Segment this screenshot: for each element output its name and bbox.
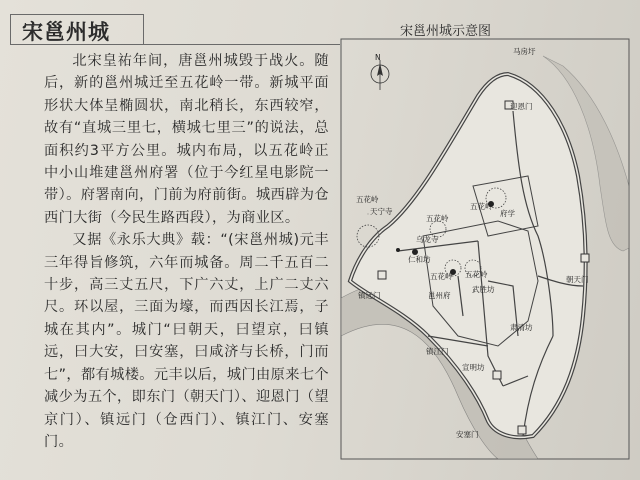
paragraph-2: 又据《永乐大典》载：“(宋邕州城)元丰三年得旨修筑，六年而城备。周二千五百二十步，高三丈五尺，下广六丈，上广二丈六尺。环以屋，三面为壕，而西因长江焉，子城在其内”。城门“曰朝天，曰望京，曰镇远，曰大安，曰安塞，曰咸济与长桥，门而七”，都有城楼。元丰以后，城门由原来七个减少为五个，即东门（朝天门）、迎恩门（望京门）、镇远门（仓西门）、镇江门、安塞门。 <box>44 232 329 450</box>
label-yongzhoufu: 邕州府 <box>428 291 451 300</box>
label-xuanmingfang: 宣明坊 <box>462 363 485 372</box>
label-fuxue: 府学 <box>500 209 515 218</box>
label-wuhualing-w: 五花岭 <box>356 195 379 204</box>
label-tianningsi: 天宁寺 <box>370 207 393 216</box>
label-wulongsi: 乌龙寺 <box>416 235 439 244</box>
compass-label: N <box>375 53 381 62</box>
section-title: 宋邕州城 <box>22 20 110 44</box>
map-title: 宋邕州城示意图 <box>400 24 492 39</box>
paragraph-1: 北宋皇祐年间，唐邕州城毁于战火。随后，新的邕州城迁至五花岭一带。新城平面形状大体呈椭圆状，南北稍长，东西较窄，故有“直城三里七，横城七里三”的说法，总面积约3平方公里。城内布局，以五花岭正中小山堆建邕州府署（位于今红星电影院一带）。府署南向，门前为府前街。城西辟为仓西门大街（今民生路西段），为商业区。 <box>44 53 329 226</box>
label-chaotianmen: 朝天门 <box>566 275 589 284</box>
label-wuhualing-s1: 五花岭 <box>430 272 453 281</box>
label-mafangqian: 马房圩 <box>513 47 536 56</box>
label-renhefang: 仁和坊 <box>408 255 431 264</box>
compass-icon <box>371 53 389 90</box>
label-wuhualing-c: 五花岭 <box>426 214 449 223</box>
label-wuhualing-s2: 五花岭 <box>465 270 488 279</box>
article-text <box>44 50 329 453</box>
label-ansaimen: 安塞门 <box>456 430 479 439</box>
city-map <box>338 36 634 464</box>
header-divider <box>10 44 340 45</box>
label-zhenjiangmen: 镇江门 <box>426 347 449 356</box>
label-suqingfang: 肃清坊 <box>510 323 533 332</box>
label-zhenyuanmen: 镇远门 <box>358 291 381 300</box>
label-yingenmen: 迎恩门 <box>510 102 533 111</box>
label-wuhualing-ne: 五花岭 <box>470 202 493 211</box>
label-wushengfang: 武胜坊 <box>472 285 495 294</box>
